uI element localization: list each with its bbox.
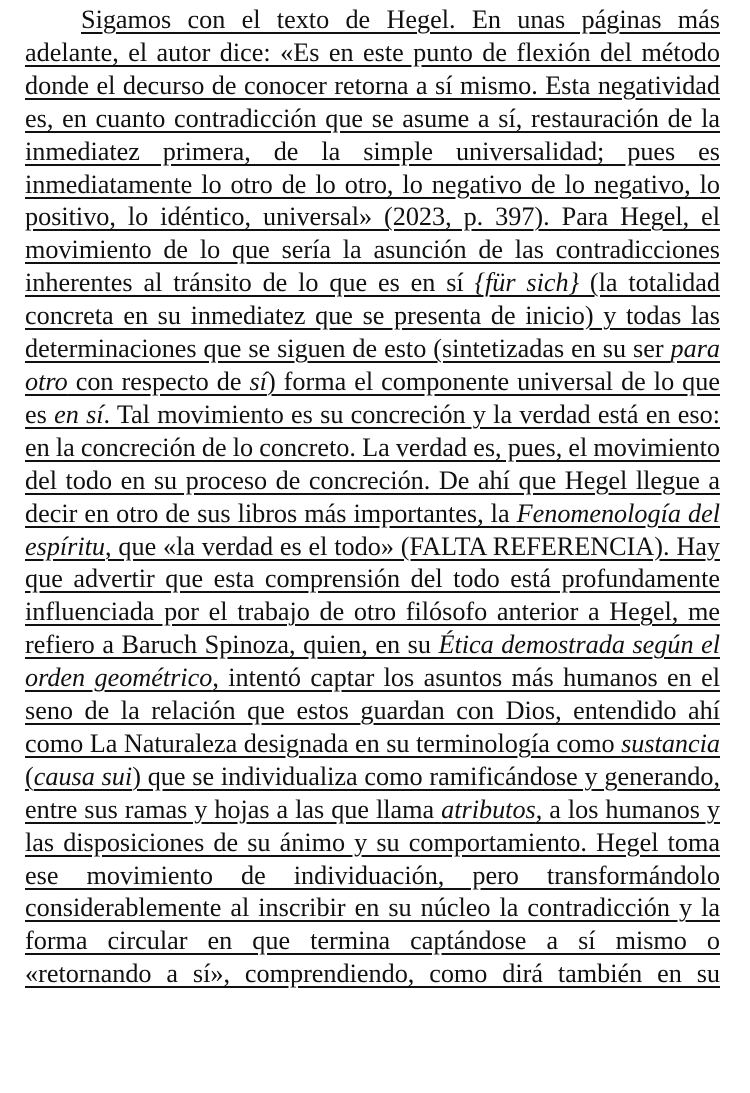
text-run: ) forma el componente universal de lo que es [25,366,720,429]
italic-text-run: Ética demostrada según el orden geométrico [25,630,720,693]
italic-text-run: en sí [54,399,104,429]
italic-text-run: sustancia [621,728,720,758]
text-run: Sigamos con el texto de Hegel. En unas páginas más adelante, el autor dice: «Es en este punto de flexión del método donde el decurso de conocer retorna a sí mismo. Esta negatividad es, en cuanto contradicción que se asume a sí, restauración de la inmediatez primera, de la simple universalidad; pues es inmediatamente lo otro de lo otro, lo negativo de lo negativo, lo positivo, lo idéntico, universal» (2023, p. 397). Para Hegel, el movimiento de lo que sería la asunción de las contradicciones inherentes al tránsito de lo que es en sí [25,5,720,298]
italic-text-run: Fenomenología del espíritu [25,498,720,561]
italic-text-run: causa sui [33,761,133,791]
text-run: , intentó captar los asuntos más humanos en el seno de la relación que estos guardan con Dios, entendido ahí como La Naturaleza designada en su terminología como [25,663,720,758]
italic-text-run: sí [249,366,267,396]
italic-text-run: atributos [441,794,536,824]
text-run: . Tal movimiento es su concreción y la verdad está en eso: en la concreción de lo concreto. La verdad es, pues, el movimiento del todo en su proceso de concreción. De ahí que Hegel llegue a decir en otro de sus libros más importantes, la [25,399,720,528]
text-run: con respecto de [67,366,250,396]
italic-text-run: para otro [25,334,720,396]
text-run: ) que se individualiza como ramificándose y generando, entre sus ramas y hojas a las que llama [25,761,720,824]
body-paragraph [25,4,720,991]
text-run: , a los humanos y las disposiciones de su ánimo y su comportamiento. Hegel toma ese movimiento de individuación, pero transformándolo considerablemente al inscribir en su núcleo la contradicción y la forma circular en que termina captándose a sí mismo o «retornando a sí», comprendiendo, como dirá también en su [25,794,720,989]
text-run: , que «la verdad es el todo» (FALTA REFERENCIA). Hay que advertir que esta comprensión del todo está profundamente influenciada por el trabajo de otro filósofo anterior a Hegel, me refiero a Baruch Spinoza, quien, en su [25,531,720,660]
italic-text-run: {für sich} [474,268,580,298]
text-run: ( [25,761,34,791]
document-page [25,4,720,1093]
text-run: (la totalidad concreta en su inmediatez que se presenta de inicio) y todas las determinaciones que se siguen de esto (sintetizadas en su ser [25,268,720,364]
